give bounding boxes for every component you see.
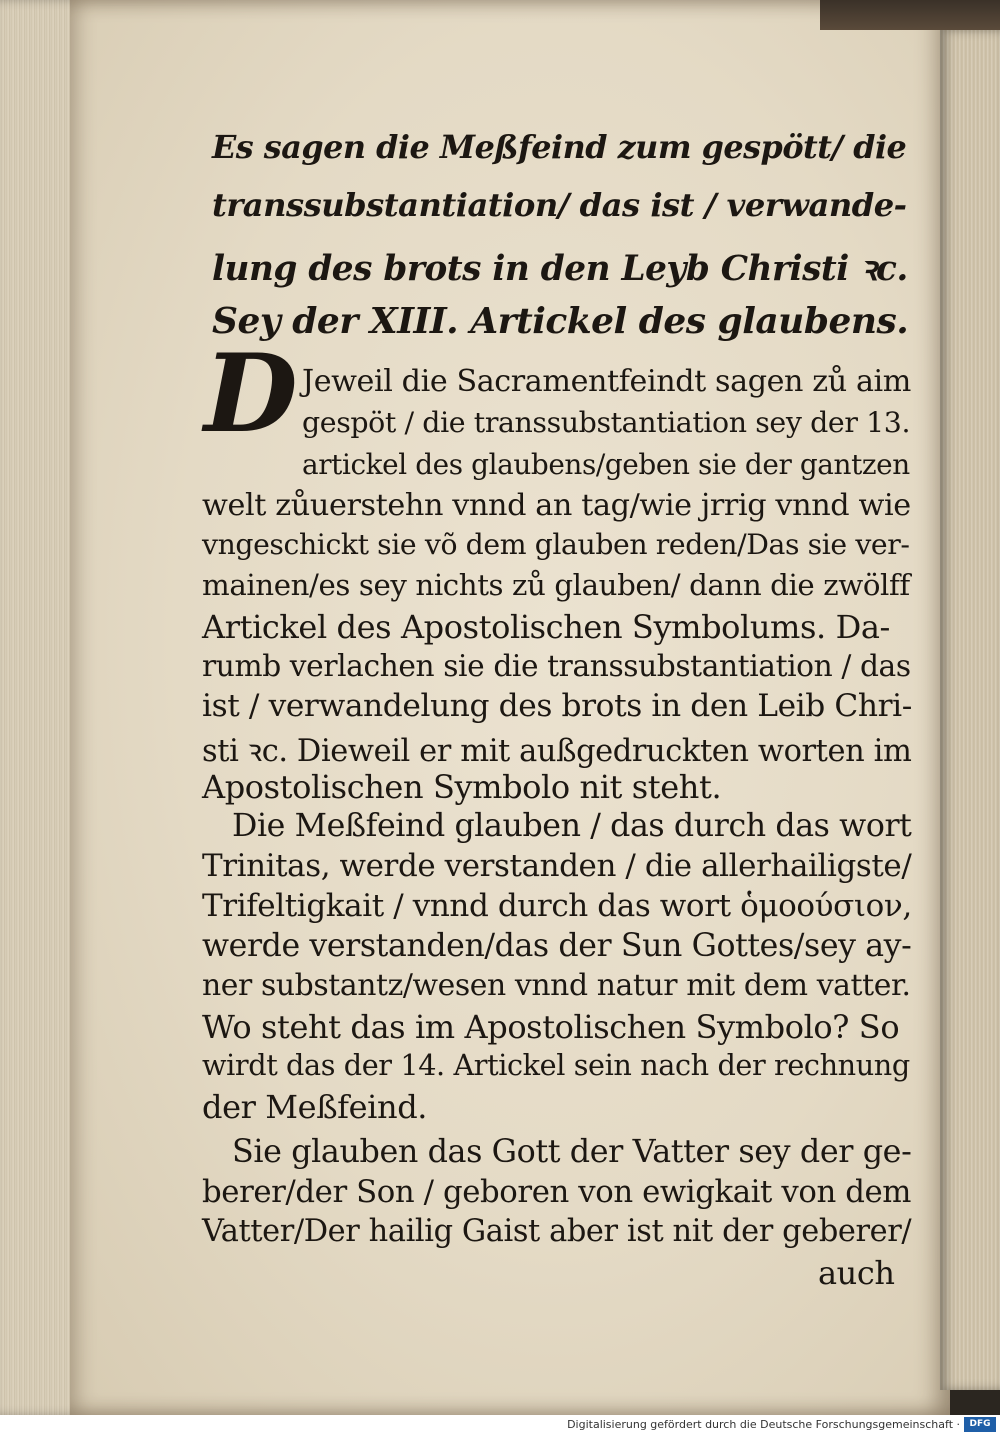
body-line: artickel des glaubens/geben sie der gantzen: [302, 448, 910, 481]
body-line: welt zůuerstehn vnnd an tag/wie jrrig vnnd wie: [202, 488, 911, 523]
drop-cap-initial: D: [204, 331, 298, 457]
body-line: Sie glauben das Gott der Vatter sey der ge-: [232, 1134, 912, 1170]
catchword: auch: [818, 1254, 895, 1292]
body-line: wirdt das der 14. Artickel sein nach der rechnung: [202, 1048, 910, 1082]
book-cover-top: [820, 0, 1000, 30]
body-line: Jeweil die Sacramentfeindt sagen zů aim: [302, 364, 911, 399]
body-line: werde verstanden/das der Sun Gottes/sey ay-: [202, 928, 912, 964]
heading-line: Sey der XIII. Artickel des glaubens.: [212, 300, 909, 342]
body-line: Die Meßfeind glauben / das durch das wort: [232, 808, 912, 844]
body-line: sti ꝛc. Dieweil er mit außgedruckten worten im: [202, 734, 912, 769]
right-page-stack: [940, 30, 1000, 1390]
body-line: Wo steht das im Apostolischen Symbolo? So: [202, 1008, 900, 1046]
body-line: Trifeltigkait / vnnd durch das wort ὁμοούσιον,: [202, 888, 912, 924]
body-line: mainen/es sey nichts zů glauben/ dann die zwölff: [202, 568, 910, 602]
heading-line: lung des brots in den Leyb Christi ꝛc.: [212, 249, 908, 289]
body-line: ner substantz/wesen vnnd natur mit dem vatter.: [202, 968, 911, 1003]
body-line: vngeschickt sie võ dem glauben reden/Das sie ver-: [202, 528, 910, 561]
body-line: Vatter/Der hailig Gaist aber ist nit der geberer/: [202, 1214, 912, 1249]
body-line: rumb verlachen sie die transsubstantiation / das: [202, 648, 911, 683]
body-line: der Meßfeind.: [202, 1088, 428, 1126]
body-line: gespöt / die transsubstantiation sey der 13.: [302, 406, 911, 439]
body-line: Trinitas, werde verstanden / die allerhailigste/: [202, 848, 912, 884]
body-line: berer/der Son / geboren von ewigkait von dem: [202, 1174, 912, 1210]
body-line: ist / verwandelung des brots in den Leib Chri-: [202, 688, 912, 724]
heading-line: transsubstantiation/ das ist / verwande-: [212, 186, 907, 224]
heading-line: Es sagen die Meßfeind zum gespött/ die: [212, 128, 907, 166]
footer-credit: Digitalisierung gefördert durch die Deutsche Forschungsgemeinschaft ·: [567, 1418, 960, 1431]
body-line: Artickel des Apostolischen Symbolums. Da-: [202, 608, 890, 646]
dfg-logo: DFG: [964, 1417, 996, 1432]
body-line: Apostolischen Symbolo nit steht.: [202, 768, 722, 806]
